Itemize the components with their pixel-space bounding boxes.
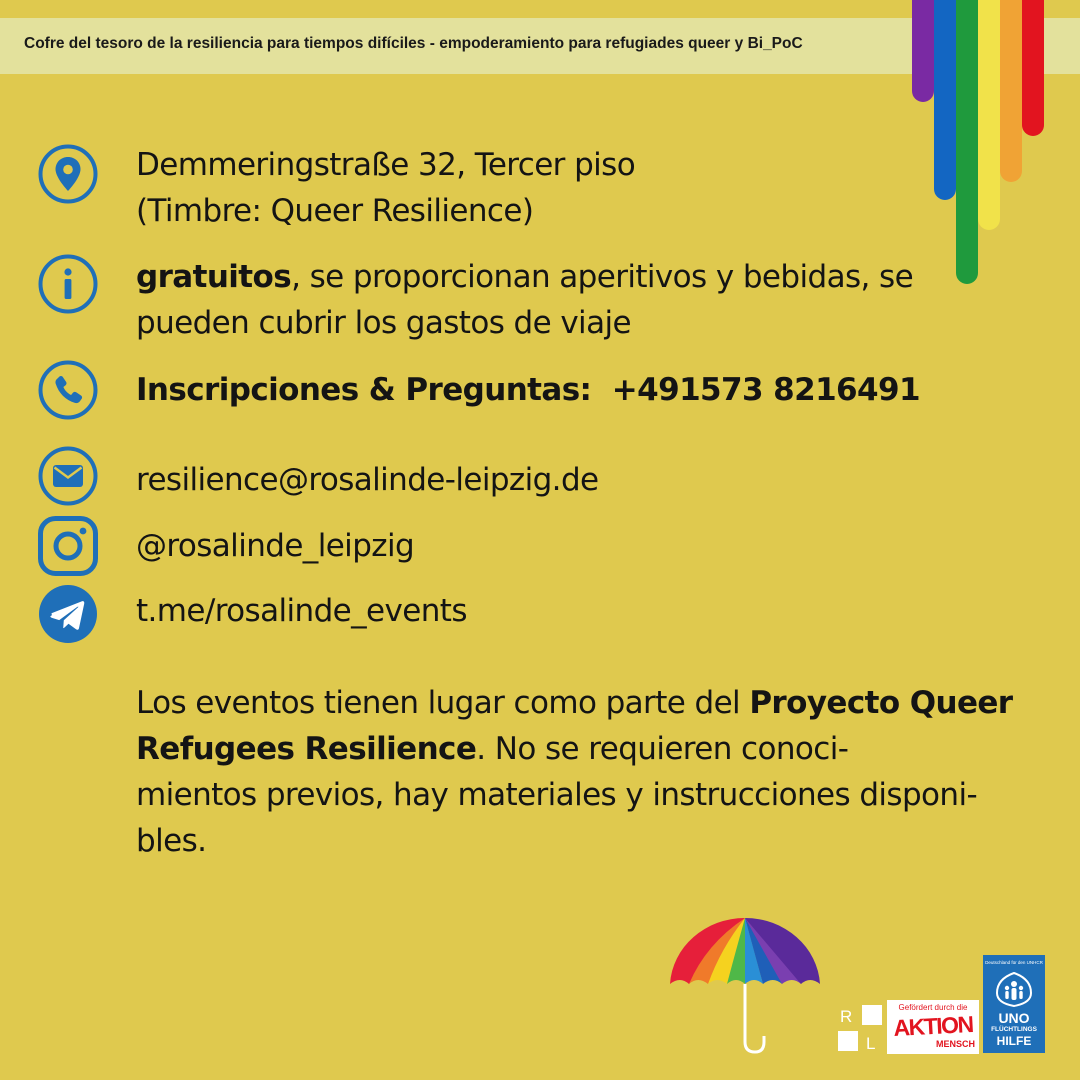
stripe-green xyxy=(956,0,978,284)
uno-sub-text-1: FLÜCHTLINGS xyxy=(991,1026,1037,1033)
location-pin-icon xyxy=(38,144,98,204)
info-line-2: pueden cubrir los gastos de viaje xyxy=(136,305,631,341)
info-bold: gratuitos xyxy=(136,259,292,295)
info-rest: , se proporcionan aperitivos y bebidas, se xyxy=(291,259,914,295)
telegram-link[interactable]: t.me/rosalinde_events xyxy=(136,593,467,629)
mail-icon xyxy=(38,446,98,506)
rl-letter-r: R xyxy=(840,1007,853,1026)
page-title: Cofre del tesoro de la resiliencia para tiempos difíciles - empoderamiento para refugiades queer y Bi_PoC xyxy=(24,35,803,52)
uno-emblem-icon xyxy=(983,969,1045,1009)
description-line-4: bles. xyxy=(136,823,207,859)
address-line-1: Demmeringstraße 32, Tercer piso xyxy=(136,147,636,183)
phone-number[interactable]: +491573 8216491 xyxy=(611,372,920,408)
info-text xyxy=(136,254,913,346)
aktion-mensch-logo xyxy=(887,1000,979,1054)
uno-main-text: UNO xyxy=(998,1010,1030,1026)
uno-sub-text-2: HILFE xyxy=(996,1034,1032,1048)
info-icon xyxy=(38,254,98,314)
phone-label: Inscripciones & Preguntas: xyxy=(136,372,592,408)
project-name: Proyecto Queer Refugees Resilience xyxy=(136,685,1013,767)
stripe-blue xyxy=(934,0,956,200)
aktion-sub-text: MENSCH xyxy=(935,1039,975,1049)
stripe-purple xyxy=(912,0,934,102)
address-line-2: (Timbre: Queer Resilience) xyxy=(136,193,534,229)
description-part-2: . No se requieren conoci- xyxy=(476,731,849,767)
stripe-red xyxy=(1022,0,1044,136)
uno-small-text: Deutschland für den UNHCR xyxy=(985,960,1043,965)
rainbow-umbrella-icon xyxy=(666,914,824,1056)
email[interactable]: resilience@rosalinde-leipzig.de xyxy=(136,462,599,498)
aktion-small-text: Gefördert durch die xyxy=(898,1003,968,1012)
rl-logo xyxy=(836,1003,884,1053)
instagram-handle[interactable]: @rosalinde_leipzig xyxy=(136,528,415,564)
phone-icon xyxy=(38,360,98,420)
uno-fluechtlingshilfe-logo xyxy=(983,955,1045,1053)
stripe-orange xyxy=(1000,0,1022,182)
telegram-icon xyxy=(38,584,98,644)
aktion-main-text: AKTION xyxy=(892,1010,974,1042)
description-paragraph xyxy=(136,680,1016,864)
address xyxy=(136,142,635,234)
stripe-yellow xyxy=(978,0,1000,230)
instagram-icon xyxy=(38,516,98,576)
phone-line xyxy=(136,367,920,413)
description-part-1: Los eventos tienen lugar como parte del xyxy=(136,685,750,721)
description-line-3: mientos previos, hay materiales y instrucciones disponi- xyxy=(136,777,978,813)
rl-letter-l: L xyxy=(866,1034,876,1053)
